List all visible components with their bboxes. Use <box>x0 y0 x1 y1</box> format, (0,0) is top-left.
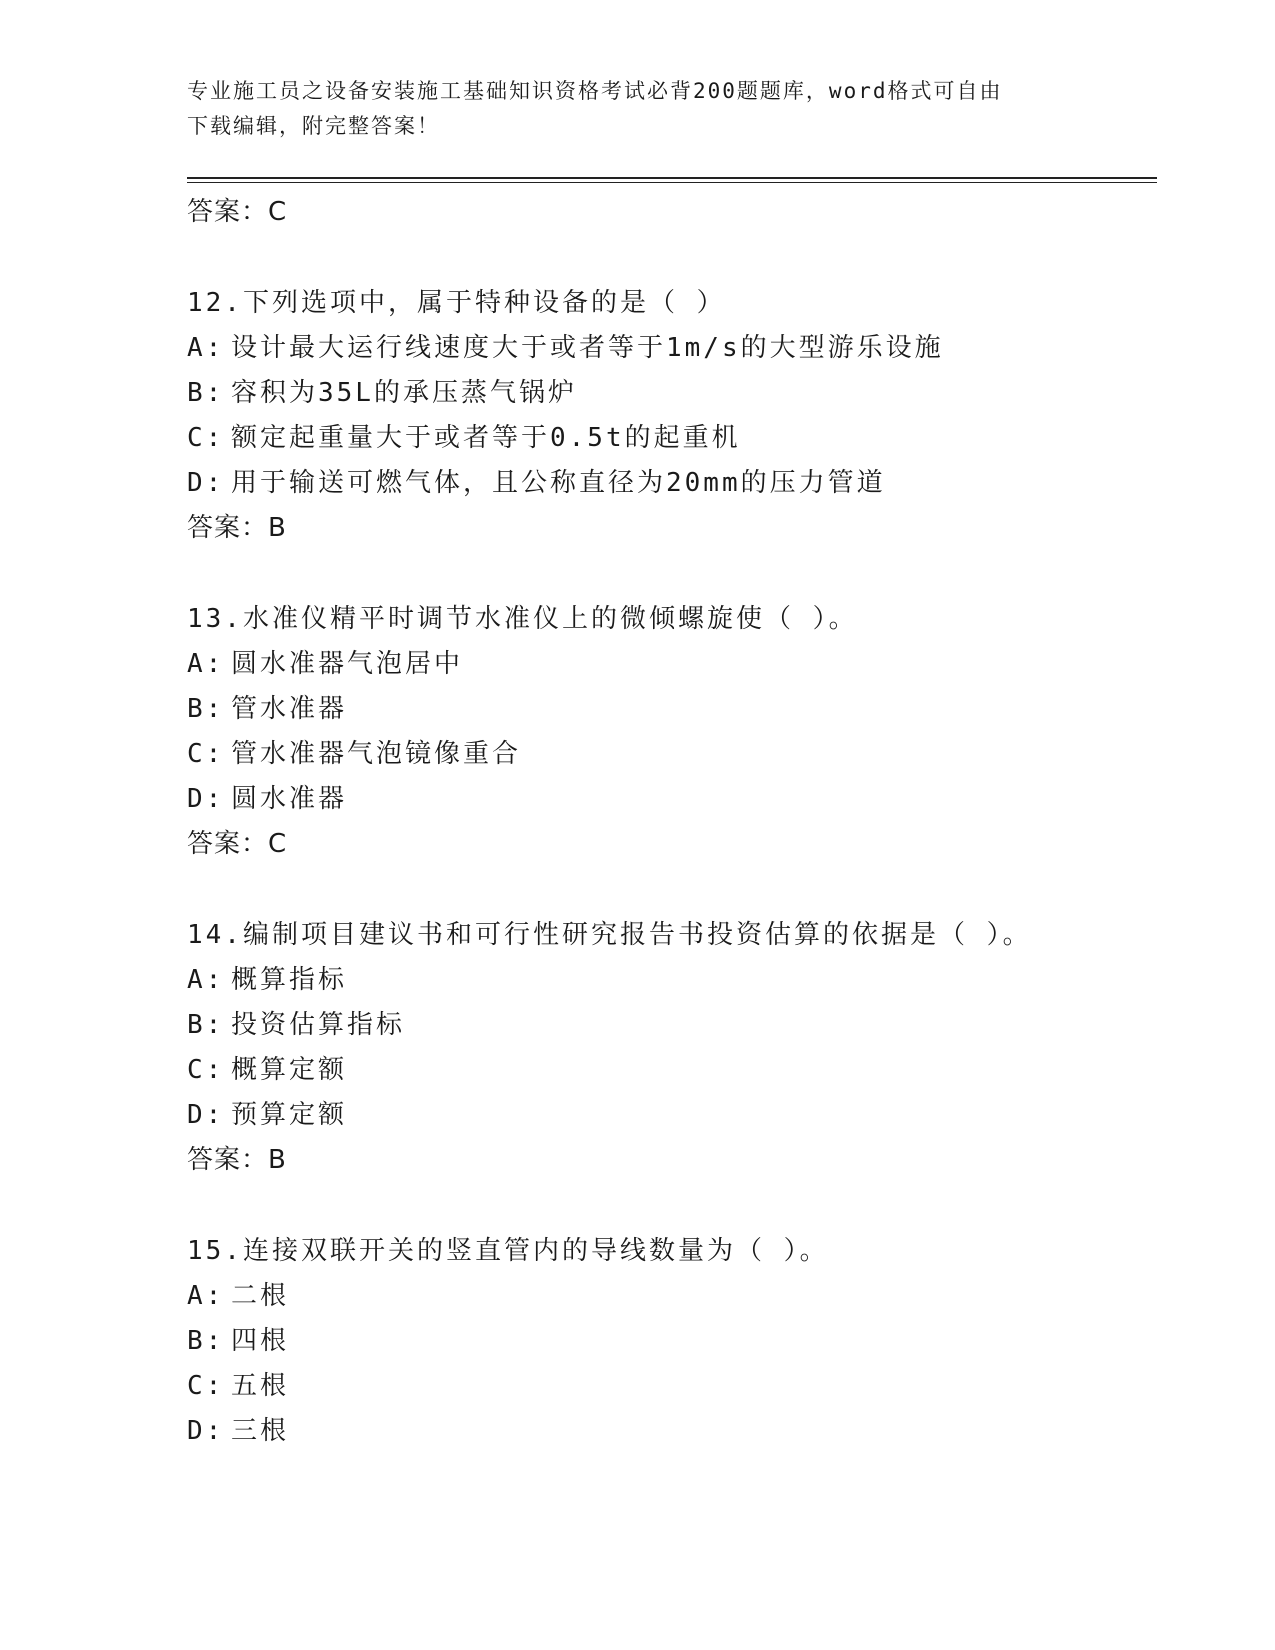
question-12 <box>187 280 1157 551</box>
question-12-text: 12.下列选项中，属于特种设备的是（ ） <box>187 288 726 318</box>
question-12-option-a <box>187 326 1157 371</box>
spacer <box>187 551 1157 596</box>
option-text: 三根 <box>231 1416 290 1446</box>
option-text: 圆水准器气泡居中 <box>231 649 464 679</box>
option-label: B: <box>187 694 225 724</box>
page-header <box>187 74 1087 144</box>
option-text: 用于输送可燃气体，且公称直径为20mm的压力管道 <box>231 468 886 498</box>
header-title-line-1: 专业施工员之设备安装施工基础知识资格考试必背200题题库，word格式可自由 <box>187 79 1003 103</box>
question-15-text: 15.连接双联开关的竖直管内的导线数量为（ ）。 <box>187 1236 829 1266</box>
option-label: D: <box>187 468 225 498</box>
option-text: 概算指标 <box>231 965 348 995</box>
option-label: A: <box>187 333 225 363</box>
question-14-option-c <box>187 1048 1157 1093</box>
option-label: D: <box>187 1100 225 1130</box>
question-13 <box>187 596 1157 867</box>
question-13-option-a <box>187 642 1157 687</box>
option-text: 二根 <box>231 1281 290 1311</box>
question-15-option-a <box>187 1274 1157 1319</box>
option-label: C: <box>187 1055 225 1085</box>
option-label: A: <box>187 649 225 679</box>
question-15-option-d <box>187 1409 1157 1454</box>
question-12-answer: 答案：B <box>187 513 287 543</box>
option-text: 设计最大运行线速度大于或者等于1m/s的大型游乐设施 <box>231 333 944 363</box>
question-14-option-b <box>187 1003 1157 1048</box>
question-15 <box>187 1228 1157 1454</box>
spacer <box>187 235 1157 280</box>
question-14-answer: 答案：B <box>187 1145 287 1175</box>
option-text: 概算定额 <box>231 1055 348 1085</box>
option-label: B: <box>187 1326 225 1356</box>
option-text: 圆水准器 <box>231 784 348 814</box>
option-label: A: <box>187 965 225 995</box>
spacer <box>187 1183 1157 1228</box>
question-12-option-c <box>187 416 1157 461</box>
question-12-option-d <box>187 461 1157 506</box>
question-13-option-b <box>187 687 1157 732</box>
question-14 <box>187 912 1157 1183</box>
question-list <box>187 190 1157 1454</box>
option-text: 预算定额 <box>231 1100 348 1130</box>
question-12-option-b <box>187 371 1157 416</box>
option-text: 投资估算指标 <box>231 1010 406 1040</box>
option-text: 额定起重量大于或者等于0.5t的起重机 <box>231 423 741 453</box>
question-14-option-a <box>187 958 1157 1003</box>
question-14-option-d <box>187 1093 1157 1138</box>
question-13-text: 13.水准仪精平时调节水准仪上的微倾螺旋使（ ）。 <box>187 604 858 634</box>
spacer <box>187 867 1157 912</box>
question-15-option-c <box>187 1364 1157 1409</box>
question-13-answer: 答案：C <box>187 829 288 859</box>
option-label: C: <box>187 739 225 769</box>
question-13-option-c <box>187 732 1157 777</box>
option-text: 五根 <box>231 1371 290 1401</box>
question-14-text: 14.编制项目建议书和可行性研究报告书投资估算的依据是（ ）。 <box>187 920 1032 950</box>
answer-previous: 答案：C <box>187 197 288 227</box>
header-divider <box>187 177 1157 183</box>
option-text: 管水准器气泡镜像重合 <box>231 739 522 769</box>
option-label: D: <box>187 1416 225 1446</box>
option-label: B: <box>187 1010 225 1040</box>
option-text: 管水准器 <box>231 694 348 724</box>
option-label: D: <box>187 784 225 814</box>
option-text: 容积为35L的承压蒸气锅炉 <box>231 378 577 408</box>
header-title-line-2: 下载编辑，附完整答案！ <box>187 114 440 138</box>
option-label: B: <box>187 378 225 408</box>
question-13-option-d <box>187 777 1157 822</box>
option-label: A: <box>187 1281 225 1311</box>
question-15-option-b <box>187 1319 1157 1364</box>
option-text: 四根 <box>231 1326 290 1356</box>
option-label: C: <box>187 423 225 453</box>
option-label: C: <box>187 1371 225 1401</box>
